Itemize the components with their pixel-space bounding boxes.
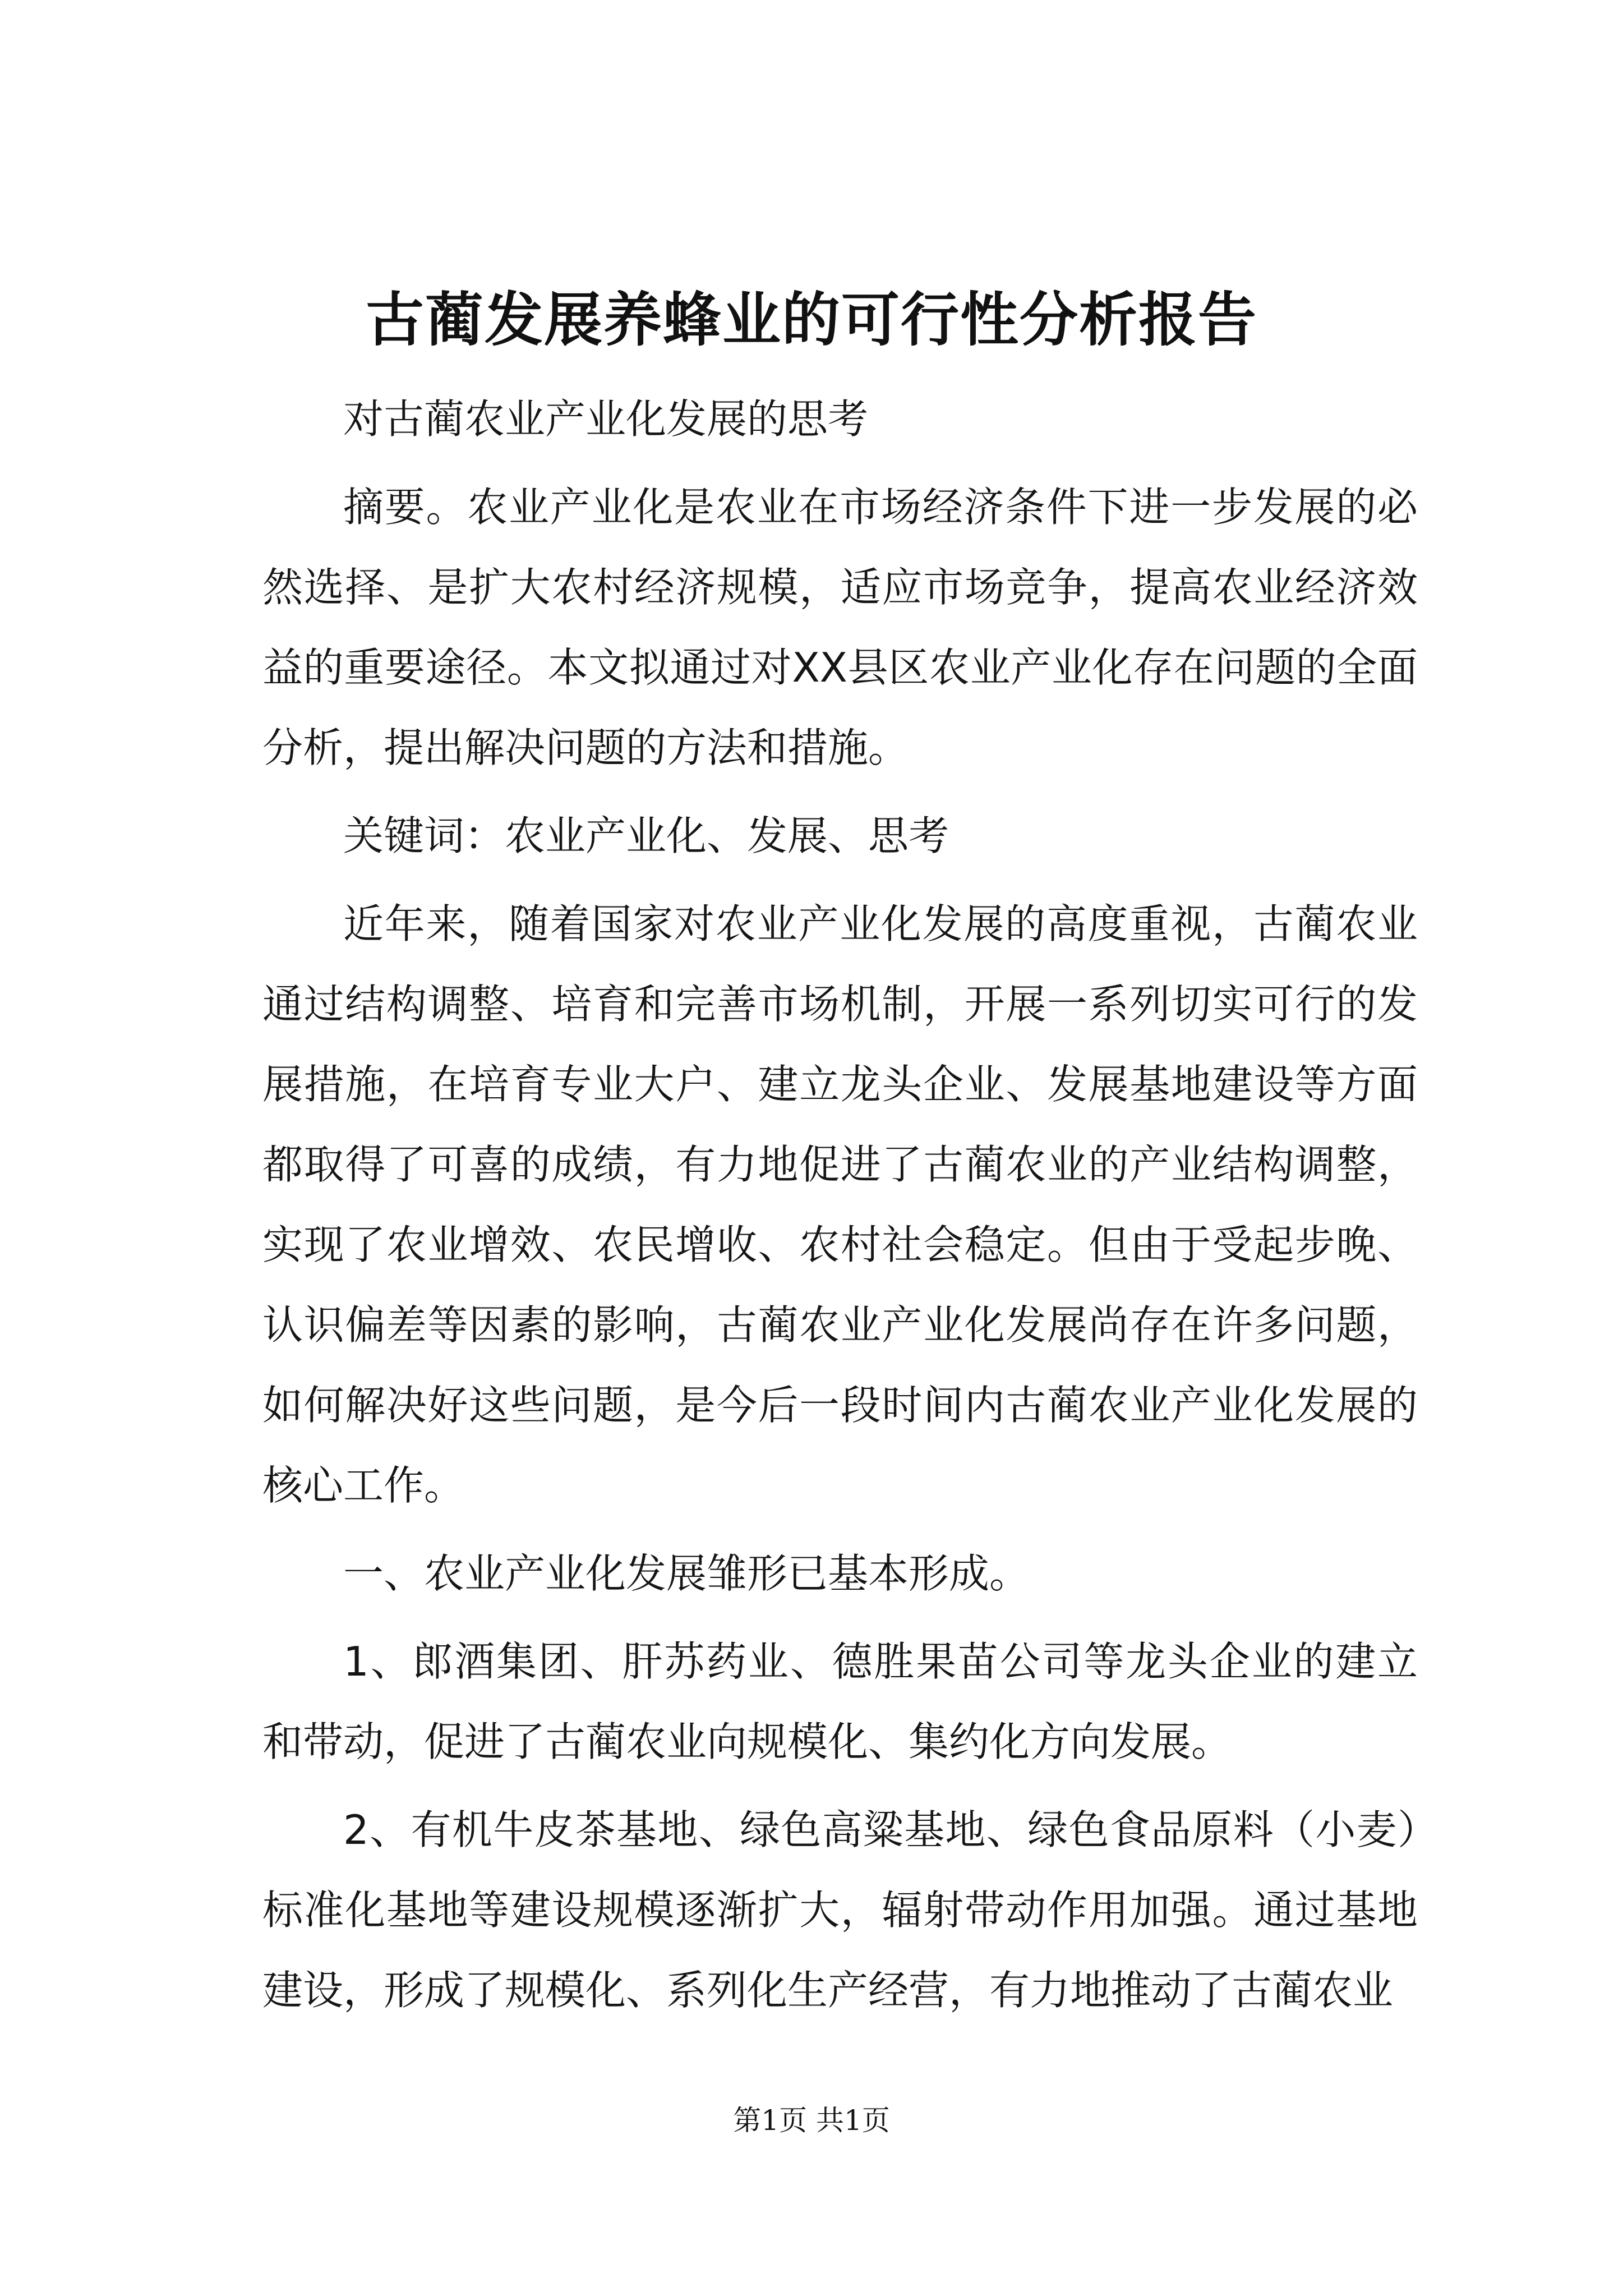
paragraph-subtitle: 对古蔺农业产业化发展的思考 xyxy=(343,395,869,443)
paragraph-abstract: 摘要。农业产业化是农业在市场经济条件下进一步发展的必然选择、是扩大农村经济规模，适应市场竞争，提高农业经济效益的重要途径。本文拟通过对XX县区农业产业化存在问题的全面分析，提出解决问题的方法和措施。 xyxy=(262,484,1418,771)
paragraph-keywords: 关键词：农业产业化、发展、思考 xyxy=(343,812,949,859)
paragraph-section-heading: 一、农业产业化发展雏形已基本形成。 xyxy=(343,1550,1030,1597)
paragraph-item-2: 2、有机牛皮茶基地、绿色高粱基地、绿色食品原料（小麦）标准化基地等建设规模逐渐扩大，辐射带动作用加强。通过基地建设，形成了规模化、系列化生产经营，有力地推动了古蔺农业 xyxy=(262,1806,1418,2014)
paragraph-item-1: 1、郎酒集团、肝苏药业、德胜果苗公司等龙头企业的建立和带动，促进了古蔺农业向规模化、集约化方向发展。 xyxy=(262,1638,1418,1765)
document-body xyxy=(262,379,1418,2039)
page-footer: 第1页 共1页 xyxy=(733,2104,890,2137)
document-title: 古蔺发展养蜂业的可行性分析报告 xyxy=(365,285,1257,354)
paragraph-introduction: 近年来，随着国家对农业产业化发展的高度重视，古蔺农业通过结构调整、培育和完善市场机制，开展一系列切实可行的发展措施，在培育专业大户、建立龙头企业、发展基地建设等方面都取得了可喜的成绩，有力地促进了古蔺农业的产业结构调整，实现了农业增效、农民增收、农村社会稳定。但由于受起步晚、认识偏差等因素的影响，古蔺农业产业化发展尚存在许多问题，如何解决好这些问题，是今后一段时间内古蔺农业产业化发展的核心工作。 xyxy=(262,900,1418,1509)
